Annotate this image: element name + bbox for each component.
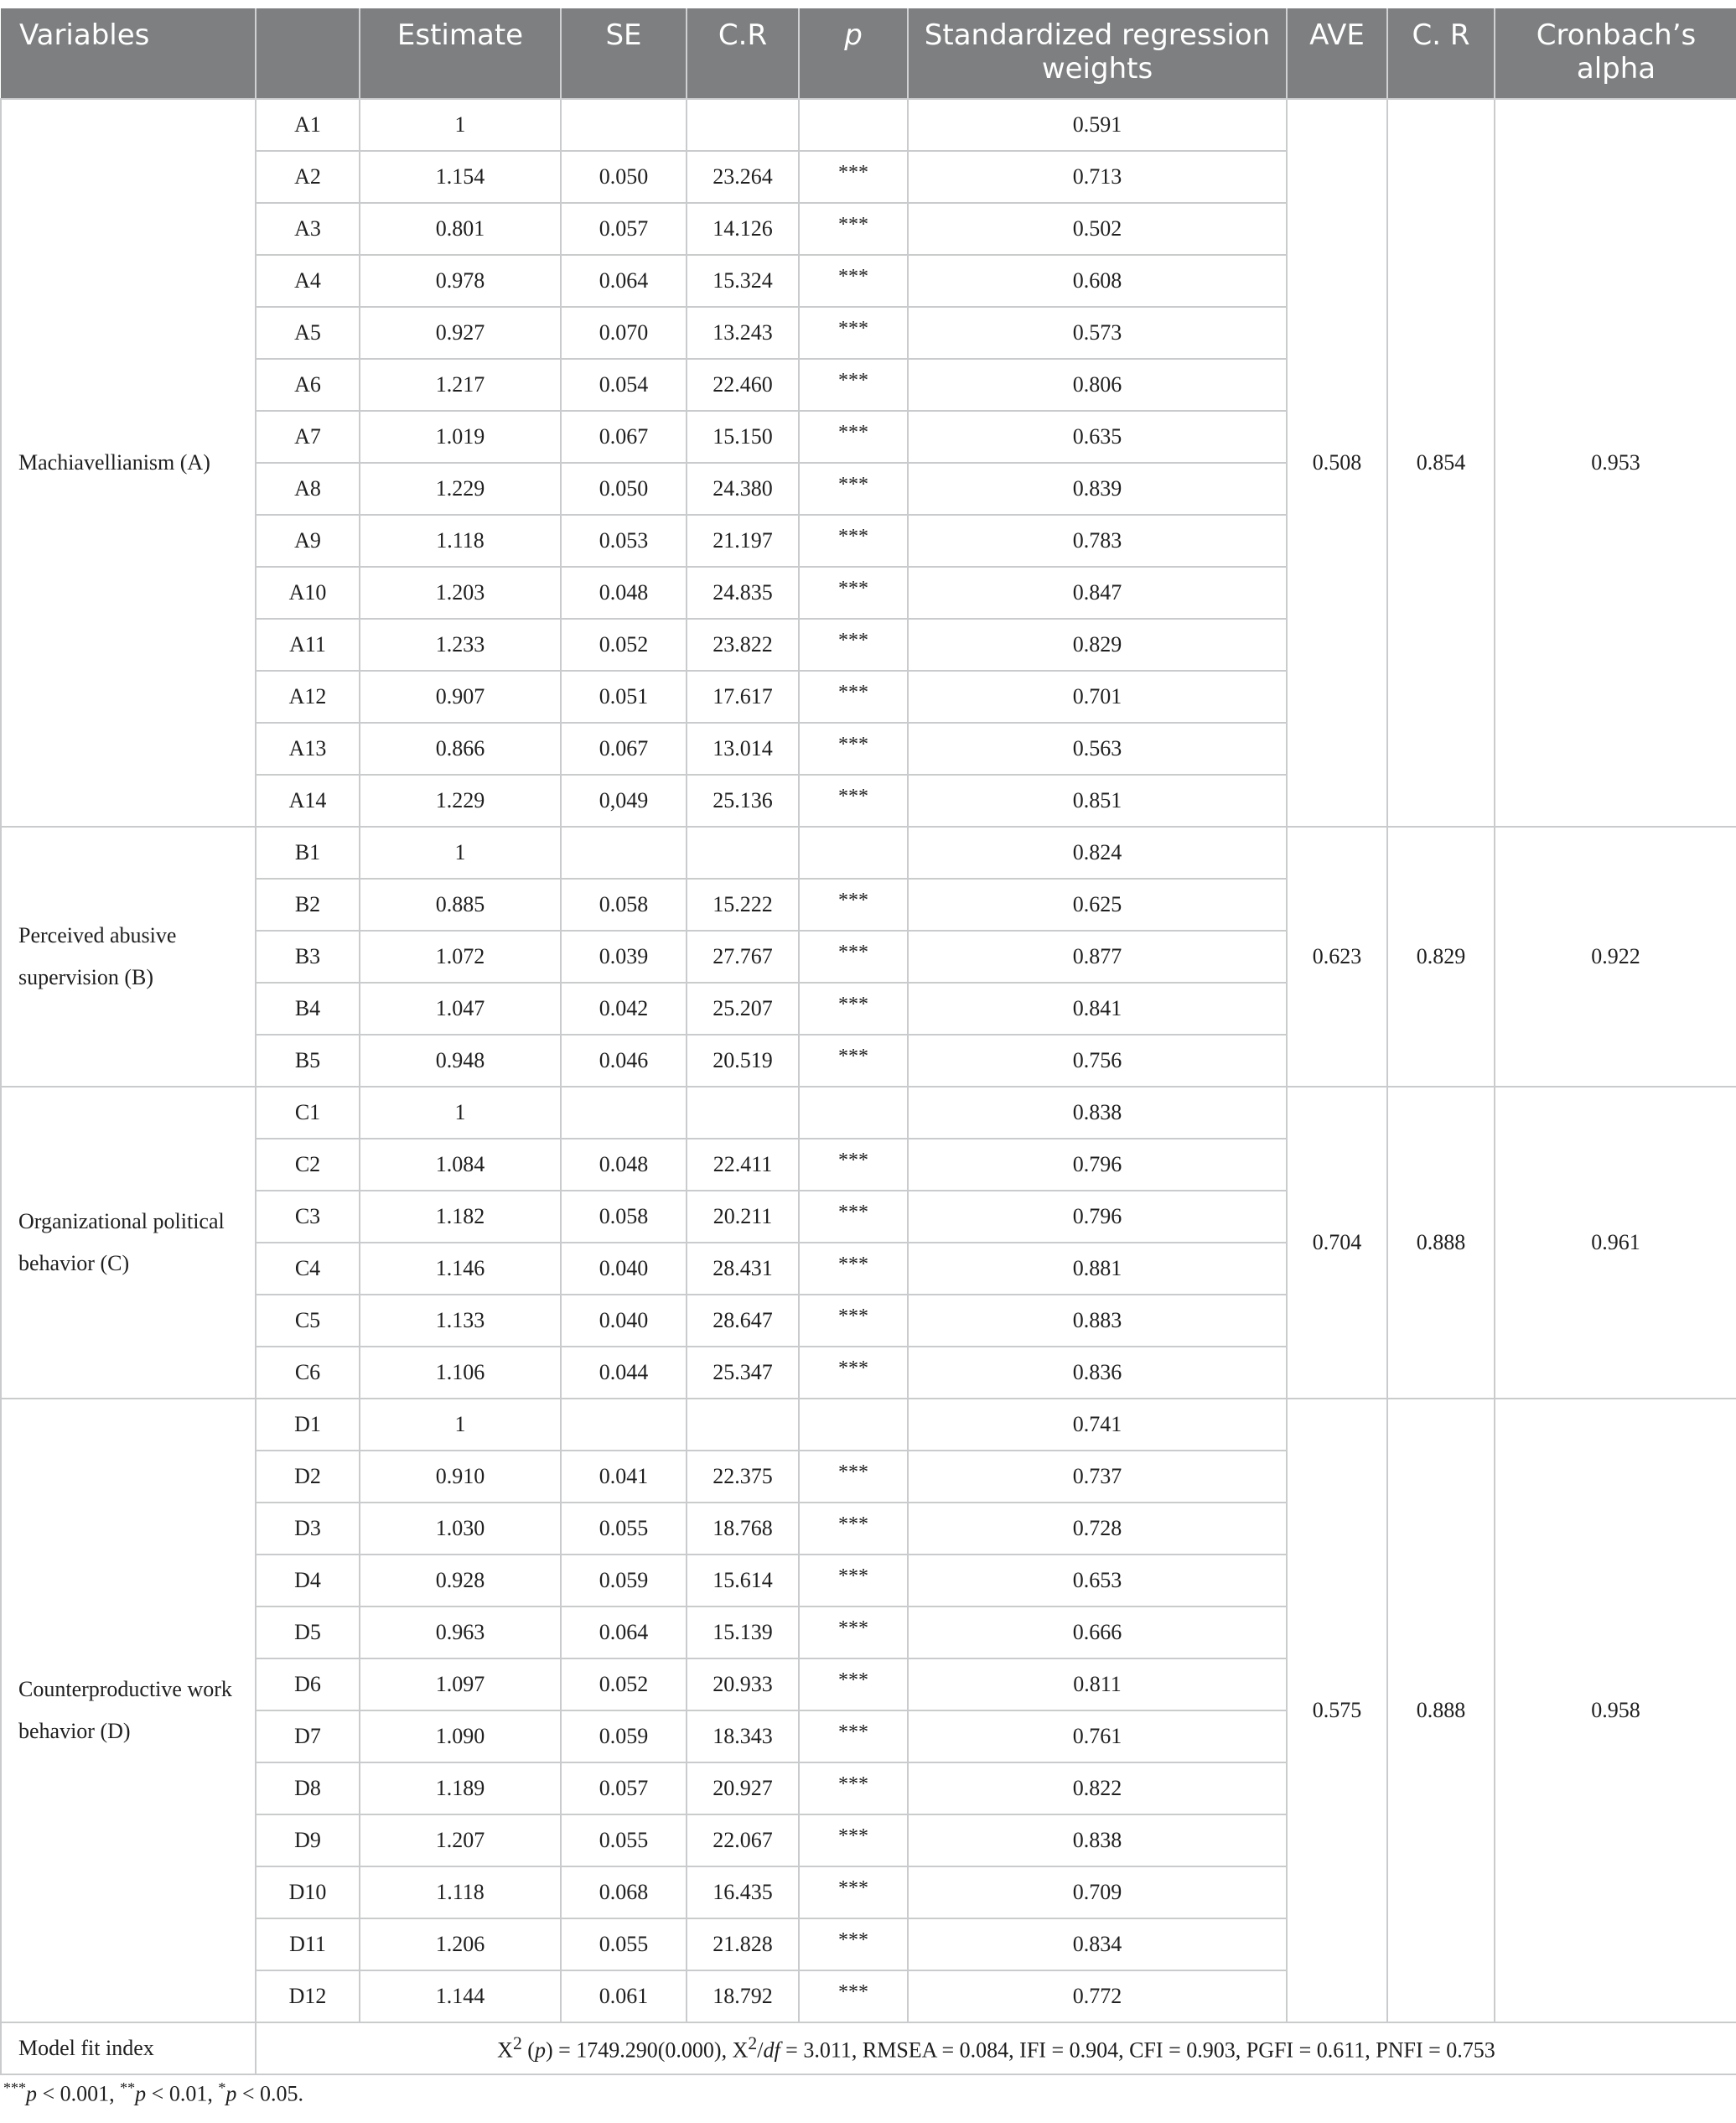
variable-name: Counterproductive work behavior (D) [1,1399,256,2022]
p-value-cell: *** [799,1035,908,1087]
item-label-cell: D9 [256,1814,360,1866]
table-row [1,827,1736,879]
item-label-cell: A9 [256,515,360,567]
item-label-cell: B1 [256,827,360,879]
std-weight-cell: 0.666 [908,1607,1287,1658]
item-label-cell: A8 [256,463,360,515]
p-value-cell: *** [799,1191,908,1243]
p-value-cell: *** [799,1139,908,1191]
estimate-cell: 1 [360,1087,561,1139]
cr-cell: 18.768 [687,1503,799,1555]
cr-cell: 25.136 [687,775,799,827]
ave-cell: 0.575 [1287,1399,1387,2022]
std-weight-cell: 0.563 [908,723,1287,775]
item-label-cell: A2 [256,151,360,203]
cronbach-alpha-cell: 0.958 [1495,1399,1736,2022]
cr-cell: 22.375 [687,1451,799,1503]
se-cell [561,1087,687,1139]
se-cell: 0.050 [561,151,687,203]
std-weight-cell: 0.847 [908,567,1287,619]
se-cell: 0.059 [561,1710,687,1762]
estimate-cell: 0.928 [360,1555,561,1607]
std-weight-cell: 0.877 [908,931,1287,983]
se-cell: 0,049 [561,775,687,827]
item-label-cell: C6 [256,1347,360,1399]
item-label-cell: A14 [256,775,360,827]
p-value-cell: *** [799,1918,908,1970]
item-label-cell: C2 [256,1139,360,1191]
estimate-cell: 1.154 [360,151,561,203]
estimate-cell: 1 [360,1399,561,1451]
item-label-cell: A12 [256,671,360,723]
se-cell: 0.067 [561,723,687,775]
item-label-cell: D2 [256,1451,360,1503]
cr-cell: 27.767 [687,931,799,983]
se-cell: 0.046 [561,1035,687,1087]
item-label-cell: C3 [256,1191,360,1243]
p-value-cell: *** [799,1866,908,1918]
item-label-cell: A7 [256,411,360,463]
estimate-cell: 1.207 [360,1814,561,1866]
se-cell: 0.059 [561,1555,687,1607]
item-label-cell: D5 [256,1607,360,1658]
estimate-cell: 1.206 [360,1918,561,1970]
cr-cell: 22.460 [687,359,799,411]
cr-cell [687,827,799,879]
item-label-cell: D11 [256,1918,360,1970]
std-weight-cell: 0.838 [908,1087,1287,1139]
p-value-cell: *** [799,203,908,255]
se-cell: 0.057 [561,1762,687,1814]
cr-cell: 18.343 [687,1710,799,1762]
estimate-cell: 1.233 [360,619,561,671]
se-cell: 0.040 [561,1243,687,1295]
item-label-cell: A1 [256,99,360,151]
p-value-cell [799,1087,908,1139]
variable-name: Perceived abusive supervision (B) [1,827,256,1087]
cr-cell: 24.380 [687,463,799,515]
p-value-cell: *** [799,1814,908,1866]
composite-reliability-cell: 0.829 [1387,827,1495,1087]
p-value-cell: *** [799,1295,908,1347]
se-cell: 0.052 [561,619,687,671]
cr-cell: 16.435 [687,1866,799,1918]
table-body [1,99,1736,2074]
cr-cell: 13.243 [687,307,799,359]
std-weight-cell: 0.822 [908,1762,1287,1814]
p-value-cell: *** [799,515,908,567]
std-weight-cell: 0.836 [908,1347,1287,1399]
se-cell: 0.044 [561,1347,687,1399]
p-value-cell: *** [799,1451,908,1503]
std-weight-cell: 0.653 [908,1555,1287,1607]
se-cell: 0.068 [561,1866,687,1918]
cronbach-alpha-cell: 0.953 [1495,99,1736,827]
se-cell: 0.055 [561,1503,687,1555]
item-label-cell: D10 [256,1866,360,1918]
cr-cell: 20.519 [687,1035,799,1087]
estimate-cell: 1 [360,827,561,879]
estimate-cell: 1.090 [360,1710,561,1762]
header-cronbach-alpha: Cronbach’s alpha [1495,8,1736,99]
cfa-results-table [0,8,1736,2075]
std-weight-cell: 0.851 [908,775,1287,827]
std-weight-cell: 0.883 [908,1295,1287,1347]
estimate-cell: 1.217 [360,359,561,411]
std-weight-cell: 0.839 [908,463,1287,515]
cr-cell: 15.150 [687,411,799,463]
se-cell: 0.058 [561,879,687,931]
variable-name: Machiavellianism (A) [1,99,256,827]
cr-cell: 20.211 [687,1191,799,1243]
item-label-cell: A4 [256,255,360,307]
se-cell: 0.042 [561,983,687,1035]
se-cell: 0.061 [561,1970,687,2022]
estimate-cell: 1.106 [360,1347,561,1399]
std-weight-cell: 0.709 [908,1866,1287,1918]
p-value-cell: *** [799,567,908,619]
cr-cell: 22.411 [687,1139,799,1191]
header-p: p [799,8,908,99]
se-cell: 0.048 [561,1139,687,1191]
cr-cell: 20.927 [687,1762,799,1814]
item-label-cell: C1 [256,1087,360,1139]
cr-cell: 28.647 [687,1295,799,1347]
se-cell: 0.039 [561,931,687,983]
composite-reliability-cell: 0.854 [1387,99,1495,827]
estimate-cell: 0.885 [360,879,561,931]
item-label-cell: A13 [256,723,360,775]
footnote: ***p < 0.001, **p < 0.01, *p < 0.05. [3,2079,304,2106]
variable-name: Organizational political behavior (C) [1,1087,256,1399]
se-cell: 0.040 [561,1295,687,1347]
item-label-cell: D7 [256,1710,360,1762]
estimate-cell: 1.146 [360,1243,561,1295]
se-cell [561,827,687,879]
ave-cell: 0.508 [1287,99,1387,827]
cronbach-alpha-cell: 0.961 [1495,1087,1736,1399]
cr-cell: 15.324 [687,255,799,307]
se-cell: 0.055 [561,1918,687,1970]
model-fit-label: Model fit index [1,2022,256,2074]
cr-cell: 21.828 [687,1918,799,1970]
se-cell: 0.064 [561,1607,687,1658]
estimate-cell: 1.229 [360,463,561,515]
p-value-cell: *** [799,1710,908,1762]
estimate-cell: 1.203 [360,567,561,619]
estimate-cell: 1 [360,99,561,151]
std-weight-cell: 0.796 [908,1139,1287,1191]
cr-cell: 18.792 [687,1970,799,2022]
header-cr: C.R [687,8,799,99]
se-cell: 0.067 [561,411,687,463]
p-value-cell: *** [799,359,908,411]
std-weight-cell: 0.728 [908,1503,1287,1555]
cr-cell: 13.014 [687,723,799,775]
p-value-cell: *** [799,983,908,1035]
p-value-cell: *** [799,463,908,515]
se-cell: 0.050 [561,463,687,515]
p-value-cell [799,1399,908,1451]
std-weight-cell: 0.635 [908,411,1287,463]
std-weight-cell: 0.834 [908,1918,1287,1970]
std-weight-cell: 0.881 [908,1243,1287,1295]
p-value-cell: *** [799,879,908,931]
item-label-cell: B5 [256,1035,360,1087]
std-weight-cell: 0.824 [908,827,1287,879]
header-std-weights: Standardized regression weights [908,8,1287,99]
p-value-cell: *** [799,1762,908,1814]
estimate-cell: 0.907 [360,671,561,723]
model-fit-value: $X^2$ (p) = 1749.290(0.000), $X^2/df = 3.011$, RMSEA = 0.084, IFI = 0.904, CFI = 0.903, PGFI = 0.611, PNFI = 0.753 [256,2022,1736,2074]
item-label-cell: A6 [256,359,360,411]
cr-cell: 25.347 [687,1347,799,1399]
estimate-cell: 1.118 [360,515,561,567]
std-weight-cell: 0.838 [908,1814,1287,1866]
std-weight-cell: 0.796 [908,1191,1287,1243]
cronbach-alpha-cell: 0.922 [1495,827,1736,1087]
item-label-cell: B2 [256,879,360,931]
p-value-cell: *** [799,1555,908,1607]
se-cell: 0.057 [561,203,687,255]
std-weight-cell: 0.741 [908,1399,1287,1451]
std-weight-cell: 0.608 [908,255,1287,307]
se-cell: 0.053 [561,515,687,567]
item-label-cell: D8 [256,1762,360,1814]
header-row [1,8,1736,99]
estimate-cell: 0.927 [360,307,561,359]
p-value-cell: *** [799,723,908,775]
estimate-cell: 0.963 [360,1607,561,1658]
cr-cell: 22.067 [687,1814,799,1866]
p-value-cell: *** [799,619,908,671]
item-label-cell: C4 [256,1243,360,1295]
item-label-cell: B3 [256,931,360,983]
cr-cell: 17.617 [687,671,799,723]
se-cell: 0.041 [561,1451,687,1503]
std-weight-cell: 0.713 [908,151,1287,203]
se-cell: 0.055 [561,1814,687,1866]
se-cell [561,99,687,151]
header-item [256,8,360,99]
cr-cell [687,99,799,151]
std-weight-cell: 0.841 [908,983,1287,1035]
composite-reliability-cell: 0.888 [1387,1399,1495,2022]
std-weight-cell: 0.756 [908,1035,1287,1087]
item-label-cell: D1 [256,1399,360,1451]
estimate-cell: 1.019 [360,411,561,463]
cr-cell: 24.835 [687,567,799,619]
p-value-cell: *** [799,151,908,203]
estimate-cell: 1.030 [360,1503,561,1555]
cr-cell: 20.933 [687,1658,799,1710]
cr-cell [687,1087,799,1139]
header-ave: AVE [1287,8,1387,99]
std-weight-cell: 0.591 [908,99,1287,151]
estimate-cell: 1.097 [360,1658,561,1710]
item-label-cell: D12 [256,1970,360,2022]
p-value-cell: *** [799,1347,908,1399]
ave-cell: 0.704 [1287,1087,1387,1399]
header-se: SE [561,8,687,99]
p-value-cell: *** [799,1658,908,1710]
estimate-cell: 1.229 [360,775,561,827]
item-label-cell: A11 [256,619,360,671]
se-cell [561,1399,687,1451]
p-value-cell [799,827,908,879]
std-weight-cell: 0.829 [908,619,1287,671]
item-label-cell: A10 [256,567,360,619]
cr-cell: 23.822 [687,619,799,671]
se-cell: 0.054 [561,359,687,411]
std-weight-cell: 0.701 [908,671,1287,723]
p-value-cell [799,99,908,151]
cr-cell: 28.431 [687,1243,799,1295]
se-cell: 0.048 [561,567,687,619]
std-weight-cell: 0.811 [908,1658,1287,1710]
se-cell: 0.051 [561,671,687,723]
std-weight-cell: 0.573 [908,307,1287,359]
item-label-cell: A5 [256,307,360,359]
estimate-cell: 1.133 [360,1295,561,1347]
table-row [1,99,1736,151]
table-row [1,1087,1736,1139]
estimate-cell: 1.072 [360,931,561,983]
estimate-cell: 1.047 [360,983,561,1035]
std-weight-cell: 0.502 [908,203,1287,255]
header-variables: Variables [1,8,256,99]
std-weight-cell: 0.783 [908,515,1287,567]
std-weight-cell: 0.625 [908,879,1287,931]
item-label-cell: C5 [256,1295,360,1347]
p-value-cell: *** [799,1970,908,2022]
cr-cell: 15.222 [687,879,799,931]
estimate-cell: 1.189 [360,1762,561,1814]
p-value-cell: *** [799,411,908,463]
item-label-cell: D6 [256,1658,360,1710]
item-label-cell: D3 [256,1503,360,1555]
item-label-cell: B4 [256,983,360,1035]
cr-cell: 25.207 [687,983,799,1035]
se-cell: 0.052 [561,1658,687,1710]
header-composite-reliability: C. R [1387,8,1495,99]
se-cell: 0.064 [561,255,687,307]
cr-cell: 14.126 [687,203,799,255]
cr-cell: 15.139 [687,1607,799,1658]
estimate-cell: 1.144 [360,1970,561,2022]
item-label-cell: D4 [256,1555,360,1607]
p-value-cell: *** [799,931,908,983]
cr-cell: 23.264 [687,151,799,203]
p-value-cell: *** [799,1503,908,1555]
cr-cell: 15.614 [687,1555,799,1607]
std-weight-cell: 0.737 [908,1451,1287,1503]
cr-cell [687,1399,799,1451]
model-fit-row [1,2022,1736,2074]
estimate-cell: 0.910 [360,1451,561,1503]
p-value-cell: *** [799,1243,908,1295]
std-weight-cell: 0.761 [908,1710,1287,1762]
std-weight-cell: 0.772 [908,1970,1287,2022]
p-value-cell: *** [799,671,908,723]
ave-cell: 0.623 [1287,827,1387,1087]
estimate-cell: 1.182 [360,1191,561,1243]
table-row [1,1399,1736,1451]
cr-cell: 21.197 [687,515,799,567]
estimate-cell: 0.801 [360,203,561,255]
std-weight-cell: 0.806 [908,359,1287,411]
estimate-cell: 0.948 [360,1035,561,1087]
p-value-cell: *** [799,255,908,307]
estimate-cell: 1.118 [360,1866,561,1918]
se-cell: 0.058 [561,1191,687,1243]
p-value-cell: *** [799,775,908,827]
estimate-cell: 0.978 [360,255,561,307]
item-label-cell: A3 [256,203,360,255]
estimate-cell: 0.866 [360,723,561,775]
p-value-cell: *** [799,1607,908,1658]
estimate-cell: 1.084 [360,1139,561,1191]
composite-reliability-cell: 0.888 [1387,1087,1495,1399]
table-container [0,8,1736,2075]
p-value-cell: *** [799,307,908,359]
se-cell: 0.070 [561,307,687,359]
header-estimate: Estimate [360,8,561,99]
